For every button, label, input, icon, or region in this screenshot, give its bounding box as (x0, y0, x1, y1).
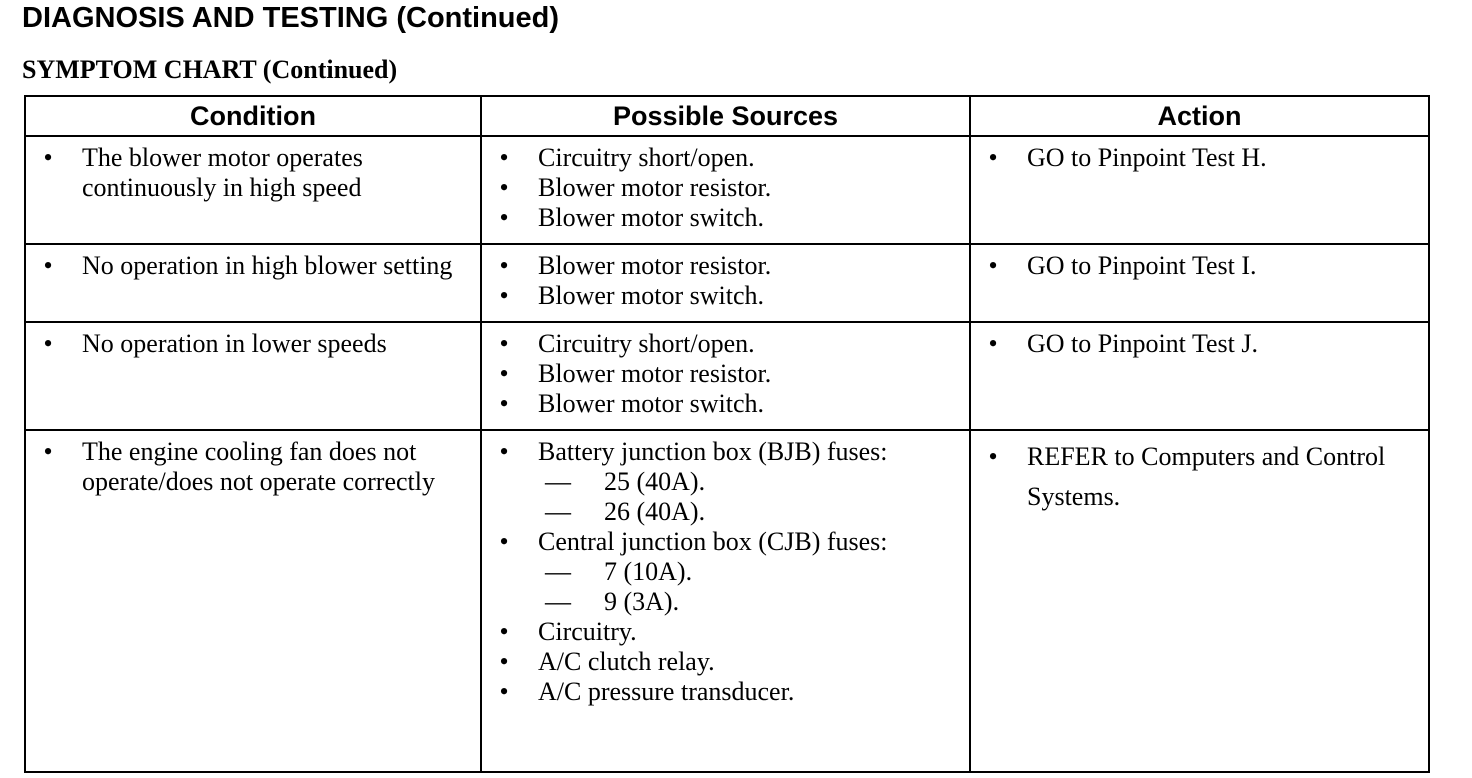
bullet-icon: • (499, 437, 509, 466)
condition-cell (25, 430, 481, 772)
source-text: Blower motor resistor. (538, 251, 772, 280)
list-item (38, 251, 472, 281)
dash-icon: — (545, 497, 571, 526)
action-text: GO to Pinpoint Test I. (1027, 251, 1257, 280)
source-text: A/C pressure transducer. (538, 677, 795, 706)
list-item (494, 251, 961, 281)
dash-icon: — (545, 557, 571, 586)
list-item (983, 143, 1420, 173)
fuse-text: 25 (40A). (604, 467, 706, 496)
bullet-icon: • (43, 143, 53, 172)
source-text: Battery junction box (BJB) fuses: (538, 437, 888, 466)
table-row (25, 430, 1429, 772)
source-text: Circuitry short/open. (538, 329, 755, 358)
sub-list-item (538, 587, 961, 617)
bullet-icon: • (499, 203, 509, 232)
list-item (38, 143, 472, 203)
list-item (494, 617, 961, 647)
bullet-icon: • (499, 143, 509, 172)
sub-list-item (538, 467, 961, 497)
source-text: A/C clutch relay. (538, 647, 715, 676)
possible-sources-cell (481, 430, 970, 772)
bullet-icon: • (499, 527, 509, 556)
condition-text: The engine cooling fan does not operate/does not operate correctly (82, 437, 435, 496)
list-item (494, 173, 961, 203)
table-row (25, 322, 1429, 430)
condition-text: The blower motor operates continuously in high speed (82, 143, 363, 202)
page-title: DIAGNOSIS AND TESTING (Continued) (22, 2, 560, 34)
bullet-icon: • (499, 329, 509, 358)
fuse-text: 26 (40A). (604, 497, 706, 526)
action-text: GO to Pinpoint Test H. (1027, 143, 1267, 172)
table-header-row (25, 96, 1429, 136)
list-item (494, 389, 961, 419)
section-title: SYMPTOM CHART (Continued) (22, 55, 398, 84)
bullet-icon: • (499, 389, 509, 418)
list-item (494, 281, 961, 311)
source-text: Blower motor resistor. (538, 173, 772, 202)
bullet-icon: • (499, 281, 509, 310)
bullet-icon: • (988, 143, 998, 172)
source-text: Circuitry short/open. (538, 143, 755, 172)
sub-list-item (538, 497, 961, 527)
condition-text: No operation in high blower setting (82, 251, 453, 280)
list-item (494, 203, 961, 233)
action-cell (970, 136, 1429, 244)
list-item (494, 359, 961, 389)
bullet-icon: • (499, 359, 509, 388)
list-item (38, 437, 472, 497)
column-header-action: Action (970, 96, 1429, 136)
list-item (38, 329, 472, 359)
action-cell (970, 244, 1429, 322)
bullet-icon: • (499, 677, 509, 706)
possible-sources-cell (481, 244, 970, 322)
list-item (983, 251, 1420, 281)
condition-text: No operation in lower speeds (82, 329, 387, 358)
dash-icon: — (545, 587, 571, 616)
dash-icon: — (545, 467, 571, 496)
column-header-possible-sources: Possible Sources (481, 96, 970, 136)
symptom-chart-table (24, 95, 1430, 773)
bullet-icon: • (499, 251, 509, 280)
bullet-icon: • (43, 251, 53, 280)
list-item (494, 527, 961, 617)
table-row (25, 244, 1429, 322)
condition-cell (25, 136, 481, 244)
fuse-text: 7 (10A). (604, 557, 693, 586)
list-item (494, 437, 961, 527)
fuse-text: 9 (3A). (604, 587, 680, 616)
action-cell (970, 322, 1429, 430)
condition-cell (25, 322, 481, 430)
bullet-icon: • (43, 329, 53, 358)
possible-sources-cell (481, 322, 970, 430)
possible-sources-cell (481, 136, 970, 244)
sub-list-item (538, 557, 961, 587)
bullet-icon: • (988, 442, 998, 471)
source-text: Central junction box (CJB) fuses: (538, 527, 888, 556)
bullet-icon: • (499, 617, 509, 646)
condition-cell (25, 244, 481, 322)
bullet-icon: • (499, 647, 509, 676)
bullet-icon: • (43, 437, 53, 466)
list-item (983, 437, 1420, 517)
list-item (983, 329, 1420, 359)
list-item (494, 677, 961, 707)
source-text: Blower motor resistor. (538, 359, 772, 388)
column-header-condition: Condition (25, 96, 481, 136)
table-row (25, 136, 1429, 244)
action-cell (970, 430, 1429, 772)
bullet-icon: • (499, 173, 509, 202)
source-text: Blower motor switch. (538, 203, 765, 232)
list-item (494, 647, 961, 677)
bullet-icon: • (988, 251, 998, 280)
source-text: Blower motor switch. (538, 389, 765, 418)
source-text: Circuitry. (538, 617, 637, 646)
action-text: GO to Pinpoint Test J. (1027, 329, 1259, 358)
list-item (494, 143, 961, 173)
action-text: REFER to Computers and Control Systems. (1027, 442, 1386, 511)
bullet-icon: • (988, 329, 998, 358)
source-text: Blower motor switch. (538, 281, 765, 310)
list-item (494, 329, 961, 359)
